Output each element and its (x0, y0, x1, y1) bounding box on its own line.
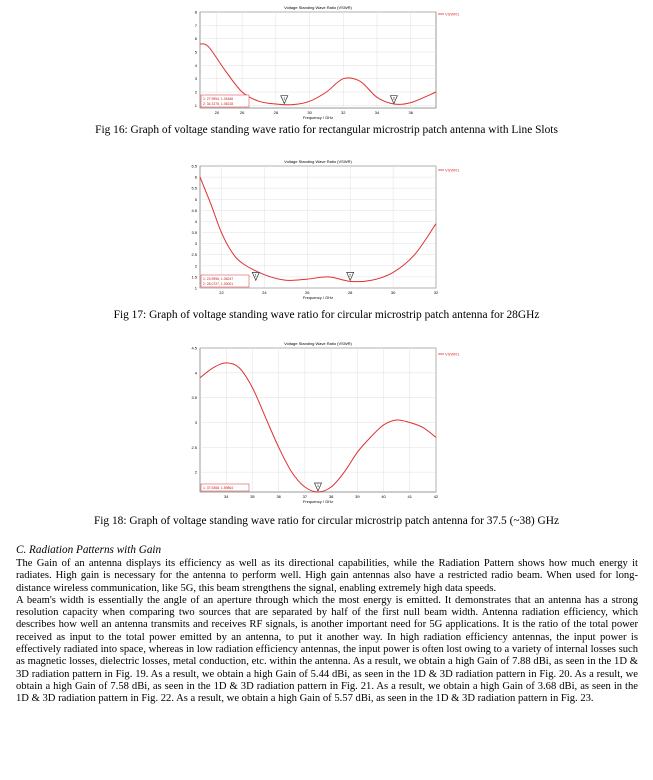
y-tick-label: 3 (194, 419, 197, 425)
y-tick-label: 6 (194, 36, 197, 42)
y-tick-label: 2 (194, 89, 197, 95)
plot-frame (200, 166, 436, 288)
x-tick-label: 38 (328, 494, 334, 499)
x-tick-label: 39 (355, 494, 360, 499)
y-tick-label: 2 (194, 469, 197, 475)
marker-readout-text: 1: 23.9996, 1.06247 (203, 277, 234, 281)
legend-entry: VSWR1 (445, 11, 460, 17)
y-tick-label: 7 (194, 22, 197, 28)
marker-readout-text: 1: 37.5368, 1.59864 (203, 486, 234, 490)
y-tick-label: 5 (194, 196, 197, 202)
x-axis-label: Frequency / GHz (302, 115, 334, 120)
y-tick-label: 3 (194, 241, 197, 247)
x-tick-label: 34 (223, 494, 229, 499)
x-tick-label: 26 (305, 290, 310, 295)
section-body (16, 558, 638, 706)
chart-title: Voltage Standing Wave Ratio (VSWR) (284, 341, 352, 346)
y-tick-label: 2.5 (191, 252, 197, 258)
marker-label: 2 (349, 273, 352, 278)
chart-title: Voltage Standing Wave Ratio (VSWR) (284, 5, 352, 10)
x-tick-label: 35 (250, 494, 255, 499)
x-axis-label: Frequency / GHz (302, 295, 334, 300)
x-tick-label: 30 (390, 290, 396, 295)
x-tick-label: 36 (408, 110, 413, 115)
x-tick-label: 22 (219, 290, 224, 295)
x-tick-label: 26 (239, 110, 245, 115)
vswr-chart-fig18 (186, 338, 460, 510)
marker-label: 1 (283, 96, 286, 101)
x-tick-label: 20 (214, 110, 220, 115)
legend-entry: VSWR1 (445, 351, 460, 357)
y-tick-label: 3.5 (191, 230, 197, 236)
x-tick-label: 34 (374, 110, 380, 115)
y-tick-label: 1 (194, 102, 197, 108)
paragraph-2: A beam's width is essentially the angle of an aperture through which the most energy is emitted. It demonstrates that an antenna has a strong resolution capacity when comparing two sources that are separated by half of the first null beam width. Antenna radiation efficiency, which describes how well an antenna transmits and receives RF signals, is another important need for 5G applications. It is the ratio of the total power received as input to the total power emitted by an antenna, to put it another way. In high radiation efficiency antennas, the input power is effectively radiated into space, whereas in low radiation efficiency antennas, the input power is often lost owing to a variety of internal losses such as magnetic losses, dielectric losses, metal conduction, etc. within the antenna. As a result, we obtain a high Gain of 7.88 dBi, as seen in the 1D & 3D radiation pattern in Fig. 19. As a result, we obtain a high Gain of 5.44 dBi, as seen in the 1D & 3D radiation pattern in Fig. 20. As a result, we obtain a high Gain of 7.58 dBi, as seen in the 1D & 3D radiation pattern in Fig. 21. As a result, we obtain a high Gain of 3.68 dBi, as seen in the 1D & 3D radiation pattern in Fig. 22. As a result, we obtain a high Gain of 5.57 dBi, as seen in the 1D & 3D radiation pattern in Fig. 23. (16, 594, 638, 705)
x-tick-label: 37 (302, 494, 308, 499)
y-tick-label: 5.5 (191, 185, 197, 191)
y-tick-label: 3.5 (191, 395, 197, 401)
plot-frame (200, 12, 436, 108)
marker-label: 1 (254, 273, 257, 278)
marker-label: 2 (392, 96, 395, 101)
x-tick-label: 32 (433, 290, 439, 295)
y-tick-label: 4.5 (191, 345, 197, 351)
y-tick-label: 5 (194, 49, 197, 55)
y-tick-label: 6 (194, 174, 197, 180)
y-tick-label: 6.5 (191, 163, 197, 169)
x-tick-label: 28 (273, 110, 279, 115)
vswr-chart-fig16 (186, 2, 460, 120)
x-tick-label: 28 (347, 290, 353, 295)
section-heading: C. Radiation Patterns with Gain (16, 544, 162, 556)
marker-readout-text: 2: 34.3175, 1.06218 (203, 102, 234, 106)
x-tick-label: 36 (276, 494, 281, 499)
x-tick-label: 30 (307, 110, 312, 115)
caption-fig16: Fig 16: Graph of voltage standing wave ratio for rectangular microstrip patch antenna with Line Slots (95, 124, 558, 136)
vswr-chart-fig17 (186, 156, 460, 304)
x-tick-label: 41 (407, 494, 413, 499)
x-tick-label: 42 (433, 494, 439, 499)
y-tick-label: 4.5 (191, 207, 197, 213)
x-axis-label: Frequency / GHz (302, 499, 334, 504)
y-tick-label: 8 (194, 9, 197, 15)
x-tick-label: 32 (341, 110, 346, 115)
caption-fig17: Fig 17: Graph of voltage standing wave ratio for circular microstrip patch antenna for 28GHz (113, 309, 540, 321)
legend-entry: VSWR1 (445, 167, 460, 173)
y-tick-label: 2 (194, 263, 197, 269)
marker-readout-text: 2: 28.0727, 1.00001 (203, 282, 234, 286)
x-tick-label: 24 (262, 290, 267, 295)
x-tick-label: 40 (381, 494, 386, 499)
paragraph-1: The Gain of an antenna displays its efficiency as well as its directional capabilities, while the Radiation Pattern shows how much energy it radiates. High gain is necessary for the antenna to perform well. High gain antennas also have a restricted radio beam. When used for long-distance wireless communication, like 5G, this beam strengthens the signal, enabling extremely high data speeds. (16, 558, 638, 594)
y-tick-label: 3 (194, 76, 197, 82)
marker-label: 1 (317, 484, 319, 488)
y-tick-label: 4 (194, 370, 197, 376)
chart-title: Voltage Standing Wave Ratio (VSWR) (284, 159, 352, 164)
y-tick-label: 1 (194, 285, 197, 291)
caption-fig18: Fig 18: Graph of voltage standing wave ratio for circular microstrip patch antenna for 37.5 (~38) GHz (93, 515, 560, 527)
marker-readout-text: 1: 27.9994, 1.04466 (203, 97, 234, 101)
y-tick-label: 1.5 (191, 274, 197, 280)
y-tick-label: 4 (194, 218, 197, 224)
y-tick-label: 2.5 (191, 444, 197, 450)
y-tick-label: 4 (194, 62, 197, 68)
